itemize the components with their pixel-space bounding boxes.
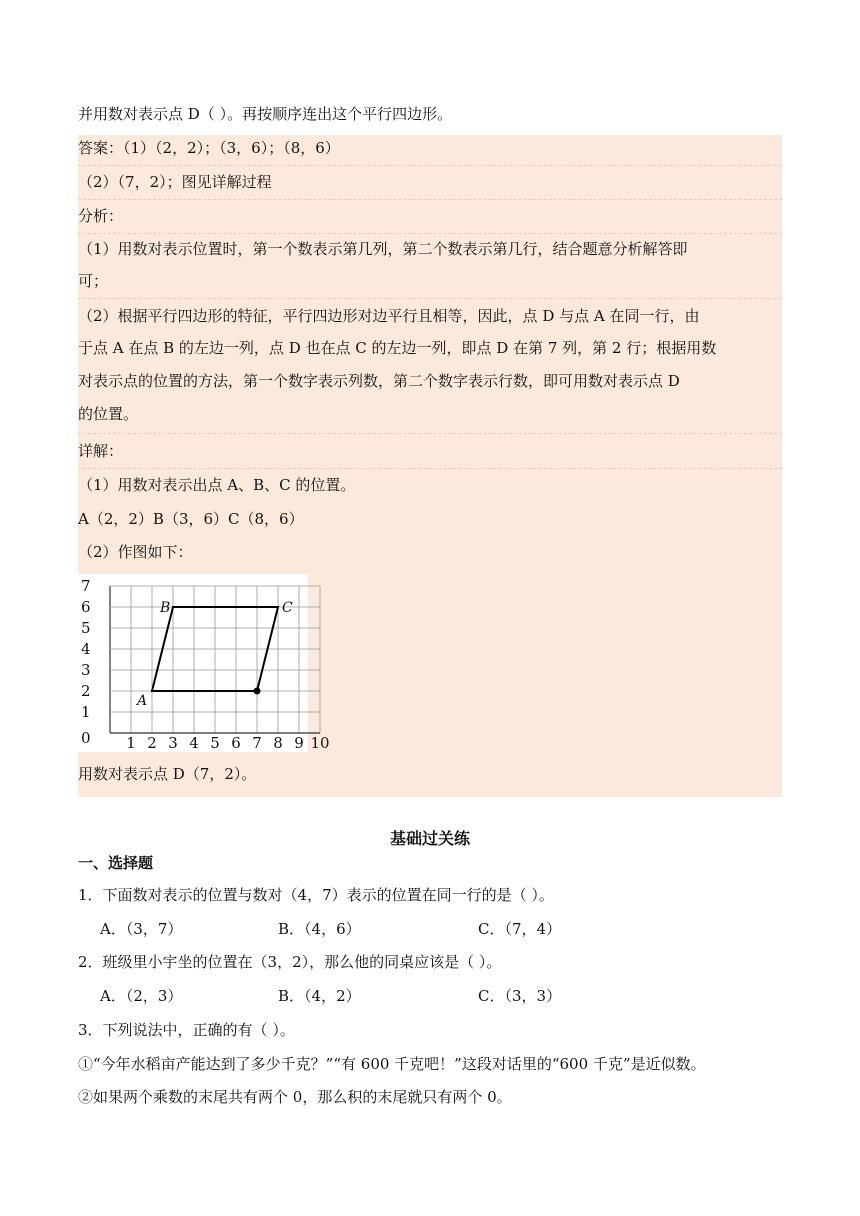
detail-line-4: 用数对表示点 D（7，2）。 [78,765,257,783]
section-title: 基础过关练 [389,829,470,848]
point-d-marker [254,688,261,695]
point-label: B [160,600,171,616]
analysis-2-line-1: （2）根据平行四边形的特征，平行四边形对边平行且相等，因此，点 D 与点 A 在同一行，由 [78,307,700,325]
question-1: 1．下面数对表示的位置与数对（4，7）表示的位置在同一行的是（ ）。 [78,886,554,904]
analysis-label: 分析： [78,207,124,225]
x-tick-label: 6 [231,734,241,752]
analysis-2-line-3: 对表示点的位置的方法，第一个数字表示列数，第二个数字表示行数，即可用数对表示点 D [78,372,680,390]
x-tick-label: 3 [168,734,178,752]
analysis-1-line-1: （1）用数对表示位置时，第一个数表示第几列，第二个数表示第几行，结合题意分析解答即 [78,240,688,258]
q1-option-a: A．（3，7） [100,920,183,938]
y-tick-label: 6 [81,598,91,616]
detail-label: 详解： [78,442,124,460]
point-label: A [137,693,148,709]
q2-option-c: C．（3，3） [478,987,562,1005]
y-tick-label: 5 [81,619,91,637]
divider [78,468,782,469]
divider [78,433,782,434]
divider [78,199,782,200]
y-tick-label: 7 [81,577,91,595]
y-tick-label: 3 [81,661,91,679]
detail-line-1: （1）用数对表示出点 A、B、C 的位置。 [78,476,356,494]
q1-option-b: B．（4，6） [278,920,361,938]
question-continuation: 并用数对表示点 D（ ）。再按顺序连出这个平行四边形。 [78,105,453,123]
point-label: C [282,600,293,616]
question-3: 3．下列说法中，正确的有（ ）。 [78,1021,295,1039]
answer-line-2: （2）（7，2）；图见详解过程 [78,173,272,191]
question-2: 2．班级里小宇坐的位置在（3，2），那么他的同桌应该是（ ）。 [78,953,502,971]
analysis-2-line-4: 的位置。 [78,405,139,423]
x-tick-label: 1 [126,734,136,752]
x-tick-label: 5 [210,734,220,752]
detail-line-3: （2）作图如下： [78,543,193,561]
divider [78,165,782,166]
divider [78,298,782,299]
question-3-statement-1: ①“今年水稻亩产能达到了多少千克？”“有 600 千克吧！”这段对话里的“600 千克”是近似数。 [78,1055,706,1073]
x-tick-label: 9 [294,734,304,752]
x-tick-label: 4 [189,734,199,752]
x-tick-label: 2 [147,734,157,752]
y-tick-label: 1 [81,703,91,721]
analysis-1-line-2: 可； [78,272,109,290]
answer-line-1: 答案：（1）（2，2）；（3，6）；（8，6） [78,139,340,157]
sub-title: 一、选择题 [78,854,154,872]
q2-option-a: A．（2，3） [100,987,183,1005]
origin-label: 0 [81,729,91,747]
question-3-statement-2: ②如果两个乘数的末尾共有两个 0，那么积的末尾就只有两个 0。 [78,1088,512,1106]
coordinate-grid-figure [78,574,330,752]
parallelogram [135,600,293,709]
analysis-2-line-2: 于点 A 在点 B 的左边一列，点 D 也在点 C 的左边一列，即点 D 在第 7 列，第 2 行；根据用数 [78,339,717,357]
x-tick-label: 10 [310,734,330,752]
q1-option-c: C．（7，4） [478,920,562,938]
detail-line-2: A（2，2）B（3，6）C（8，6） [78,510,304,528]
x-tick-label: 7 [252,734,262,752]
y-tick-label: 2 [81,682,91,700]
y-tick-label: 4 [81,640,91,658]
divider [78,233,782,234]
q2-option-b: B．（4，2） [278,987,361,1005]
x-tick-label: 8 [273,734,283,752]
